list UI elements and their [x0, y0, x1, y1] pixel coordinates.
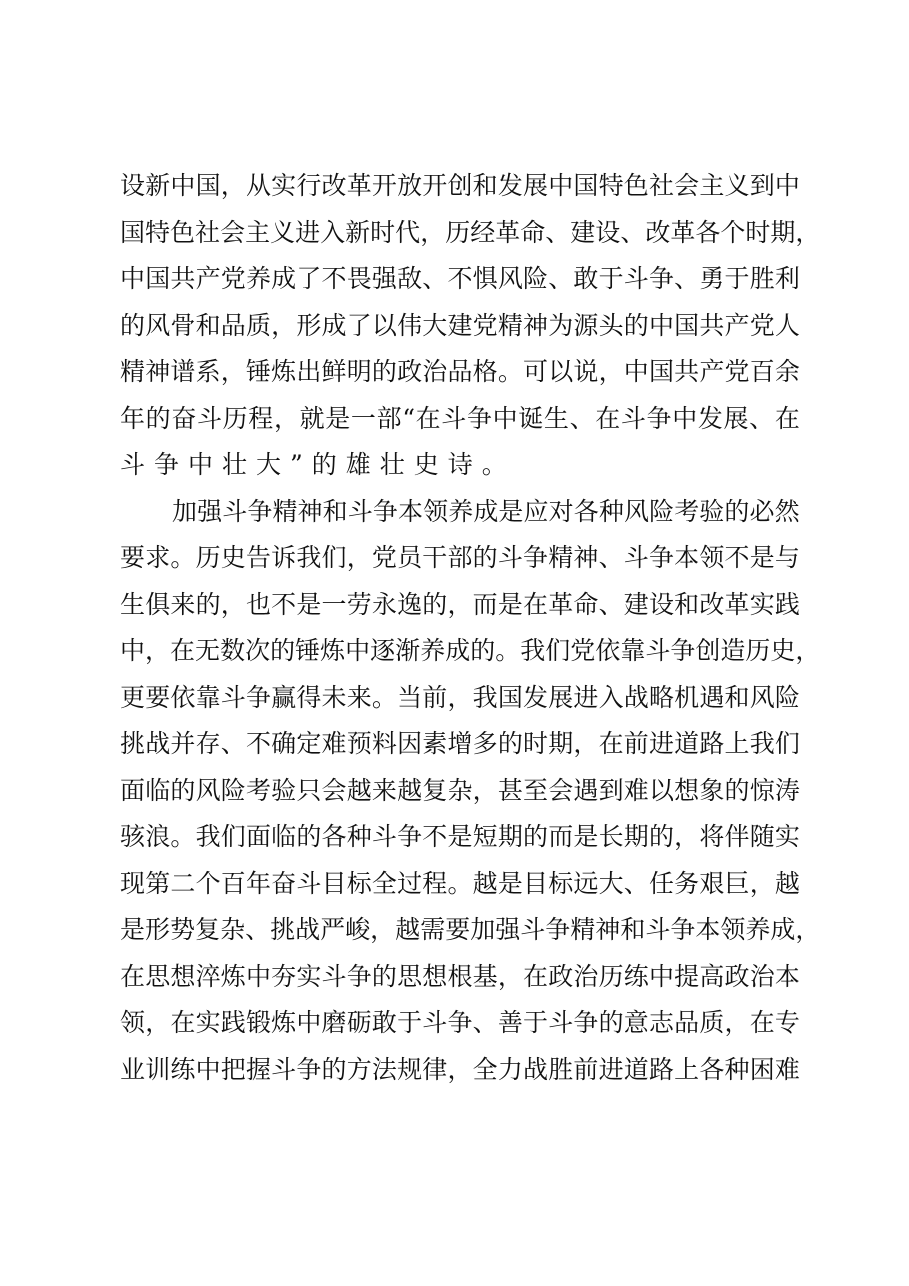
paragraph-line: 更 要 依 靠 斗 争 赢 得 未 来 。 当 前 ， 我 国 发 展 进 入 战 略 机 遇 和 风 险 — [120, 682, 800, 712]
paragraph-line: 挑 战 并 存 、 不 确 定 难 预 料 因 素 增 多 的 时 期 ， 在 前 进 道 路 上 我 们 — [120, 729, 800, 758]
paragraph-line: 精 神 谱 系 ， 锤 炼 出 鲜 明 的 政 治 品 格 。 可 以 说 ， 中 国 共 产 党 百 余 — [120, 357, 800, 386]
paragraph-line: 是 形 势 复 杂 、 挑 战 严 峻 ， 越 需 要 加 强 斗 争 精 神 和 斗 争 本 领 养 成 ， — [120, 915, 821, 944]
paragraph-line — [120, 1093, 800, 1140]
paragraph-line: 国 特 色 社 会 主 义 进 入 新 时 代 ， 历 经 革 命 、 建 设 、 改 革 各 个 时 期 ， — [120, 217, 821, 247]
document-body — [120, 163, 821, 1140]
paragraph-line: 的 风 骨 和 品 质 ， 形 成 了 以 伟 大 建 党 精 神 为 源 头 的 中 国 共 产 党 人 — [120, 310, 800, 340]
paragraph-line: 要 求 。 历 史 告 诉 我 们 ， 党 员 干 部 的 斗 争 精 神 、 斗 争 本 领 不 是 与 — [120, 543, 800, 572]
paragraph-line: 业 训 练 中 把 握 斗 争 的 方 法 规 律 ， 全 力 战 胜 前 进 道 路 上 各 种 困 难 — [120, 1054, 800, 1084]
paragraph-line: 斗争中壮大”的雄壮史诗。 — [120, 450, 516, 479]
paragraph-line: 加 强 斗 争 精 神 和 斗 争 本 领 养 成 是 应 对 各 种 风 险 考 验 的 必 然 — [172, 496, 800, 526]
paragraph-line: 面 临 的 风 险 考 验 只 会 越 来 越 复 杂 ， 甚 至 会 遇 到 难 以 想 象 的 惊 涛 — [120, 775, 800, 805]
paragraph-line: 年 的 奋 斗 历 程 ， 就 是 一 部 “ 在 斗 争 中 诞 生 、 在 斗 争 中 发 展 、 在 — [120, 403, 800, 433]
paragraph-line: 中 国 共 产 党 养 成 了 不 畏 强 敌 、 不 惧 风 险 、 敢 于 斗 争 、 勇 于 胜 利 — [120, 264, 800, 293]
paragraph-line: 现 第 二 个 百 年 奋 斗 目 标 全 过 程 。 越 是 目 标 远 大 、 任 务 艰 巨 ， 越 — [120, 868, 800, 898]
paragraph-line: 领 ， 在 实 践 锻 炼 中 磨 砺 敢 于 斗 争 、 善 于 斗 争 的 意 志 品 质 ， 在 专 — [120, 1008, 800, 1037]
paragraph-line: 在 思 想 淬 炼 中 夯 实 斗 争 的 思 想 根 基 ， 在 政 治 历 练 中 提 高 政 治 本 — [120, 961, 800, 991]
paragraph-line: 中 ， 在 无 数 次 的 锤 炼 中 逐 渐 养 成 的 。 我 们 党 依 靠 斗 争 创 造 历 史 ， — [120, 636, 821, 665]
paragraph-line: 骇 浪 。 我 们 面 临 的 各 种 斗 争 不 是 短 期 的 而 是 长 期 的 ， 将 伴 随 实 — [120, 822, 800, 851]
paragraph-line: 生 俱 来 的 ， 也 不 是 一 劳 永 逸 的 ， 而 是 在 革 命 、 建 设 和 改 革 实 践 — [120, 589, 800, 619]
paragraph-line: 设 新 中 国 ， 从 实 行 改 革 开 放 开 创 和 发 展 中 国 特 色 社 会 主 义 到 中 — [120, 171, 800, 200]
